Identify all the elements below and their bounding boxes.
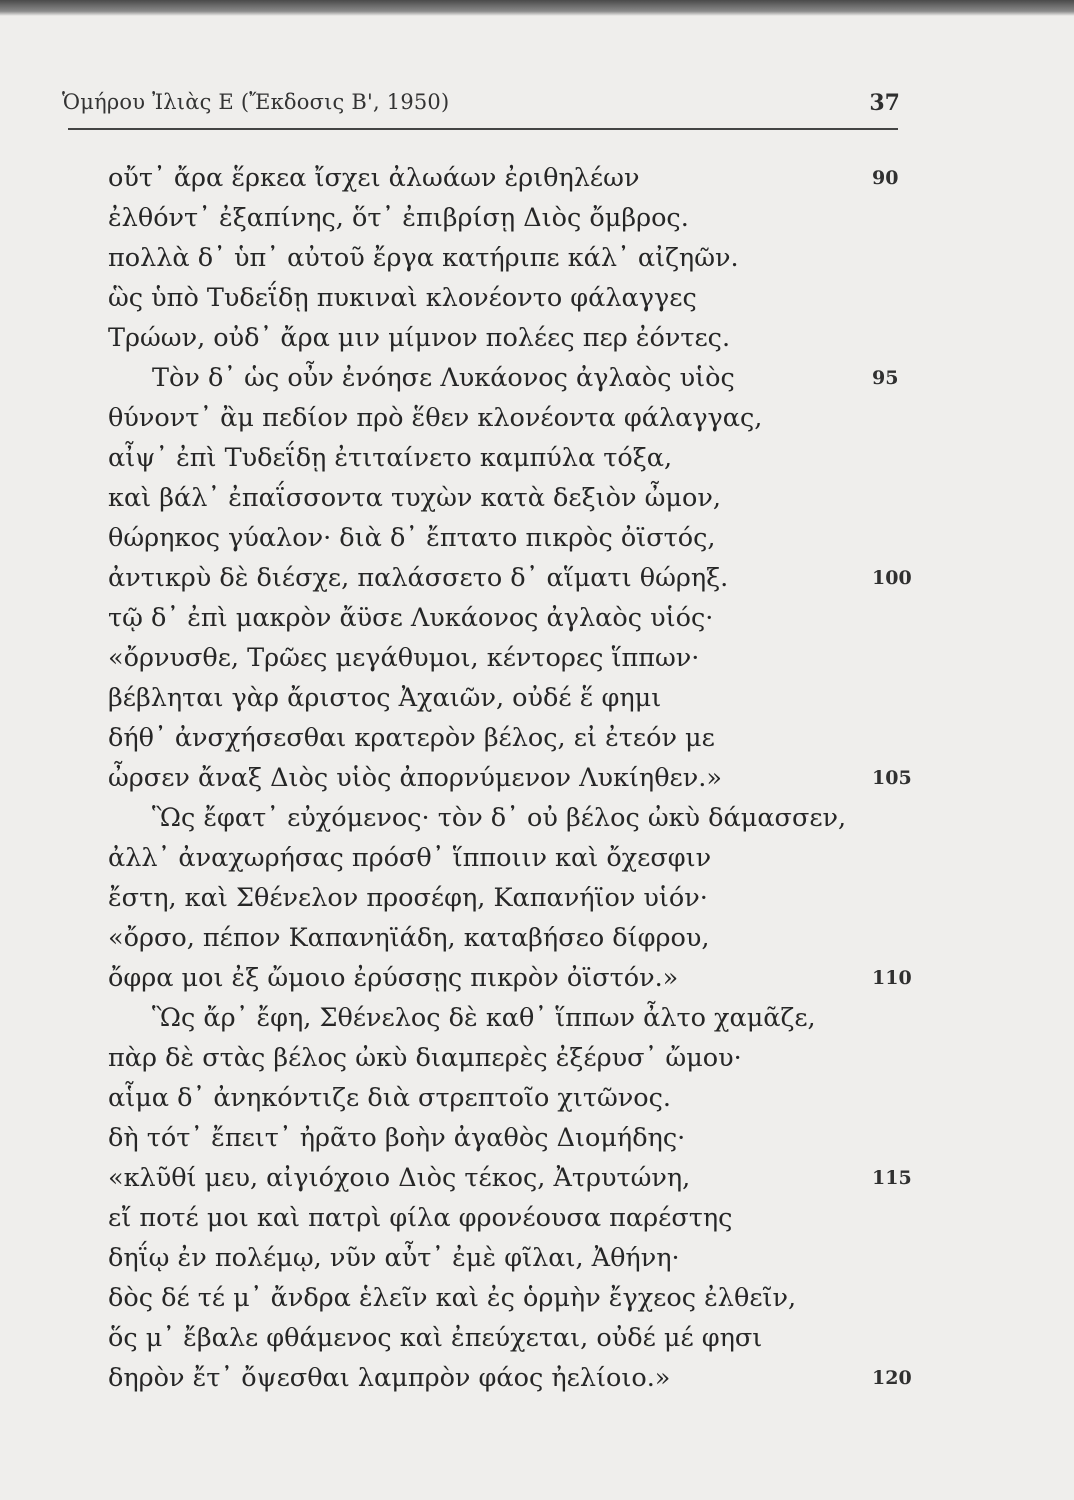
verse-text: ἀντικρὺ δὲ διέσχε, παλάσσετο δ᾽ αἵματι θώρηξ. [108, 563, 729, 593]
verse-text: θύνοντ᾽ ἂμ πεδίον πρὸ ἕθεν κλονέοντα φάλαγγας, [108, 403, 763, 433]
verse-line [108, 398, 908, 438]
verse-line [108, 1198, 908, 1238]
verse-text: «ὄρνυσθε, Τρῶες μεγάθυμοι, κέντορες ἵππων· [108, 643, 700, 673]
header-rule [68, 128, 898, 130]
verse-line [108, 1238, 908, 1278]
verse-line [108, 878, 908, 918]
verse-line [108, 438, 908, 478]
verse-line [108, 918, 908, 958]
verse-text: ὣς ὑπὸ Τυδεΐδῃ πυκιναὶ κλονέοντο φάλαγγες [108, 283, 697, 313]
verse-text: ἔστη, καὶ Σθένελον προσέφη, Καπανήϊον υἱόν· [108, 883, 708, 913]
verse-line [108, 518, 908, 558]
verse-text: Ὣς ἄρ᾽ ἔφη, Σθένελος δὲ καθ᾽ ἵππων ἆλτο χαμᾶζε, [152, 1003, 816, 1033]
verse-line [108, 958, 912, 998]
page-number: 37 [869, 90, 900, 116]
verse-text: «ὄρσο, πέπον Καπανηϊάδη, καταβήσεο δίφρου, [108, 923, 710, 953]
verse-text: εἴ ποτέ μοι καὶ πατρὶ φίλα φρονέουσα παρέστης [108, 1203, 733, 1233]
verse-text: πολλὰ δ᾽ ὑπ᾽ αὐτοῦ ἔργα κατήριπε κάλ᾽ αἰζηῶν. [108, 243, 739, 273]
verse-text: δήθ᾽ ἀνσχήσεσθαι κρατερὸν βέλος, εἰ ἐτεόν με [108, 723, 715, 753]
verse-text: ὄφρα μοι ἐξ ὤμοιο ἐρύσσῃς πικρὸν ὀϊστόν.» [108, 963, 679, 993]
verse-line [108, 358, 908, 398]
verse-text: οὔτ᾽ ἄρα ἕρκεα ἴσχει ἀλωάων ἐριθηλέων [108, 163, 640, 193]
verse-line [108, 798, 908, 838]
verse-text: καὶ βάλ᾽ ἐπαΐσσοντα τυχὼν κατὰ δεξιὸν ὦμον, [108, 483, 721, 513]
verse-list [108, 158, 912, 1398]
verse-text: ἀλλ᾽ ἀναχωρήσας πρόσθ᾽ ἵπποιιν καὶ ὄχεσφιν [108, 843, 712, 873]
line-number: 105 [872, 767, 912, 789]
verse-line [108, 998, 908, 1038]
verse-line [108, 838, 908, 878]
verse-text: ὦρσεν ἄναξ Διὸς υἱὸς ἀπορνύμενον Λυκίηθεν.» [108, 763, 722, 793]
verse-text: θώρηκος γύαλον· διὰ δ᾽ ἔπτατο πικρὸς ὀϊστός, [108, 523, 716, 553]
running-head [62, 90, 900, 124]
verse-text: δηρὸν ἔτ᾽ ὄψεσθαι λαμπρὸν φάος ἠελίοιο.» [108, 1363, 671, 1393]
verse-text: πὰρ δὲ στὰς βέλος ὠκὺ διαμπερὲς ἐξέρυσ᾽ ὤμου· [108, 1043, 742, 1073]
verse-line [108, 1278, 908, 1318]
verse-line [108, 318, 908, 358]
verse-line [108, 1118, 908, 1158]
verse-line [108, 1318, 908, 1358]
verse-line [108, 238, 908, 278]
verse-text: Τὸν δ᾽ ὡς οὖν ἐνόησε Λυκάονος ἀγλαὸς υἱὸς [152, 363, 735, 393]
line-number: 90 [872, 167, 899, 189]
verse-line [108, 758, 912, 798]
verse-line [108, 198, 908, 238]
verse-text: δὸς δέ τέ μ᾽ ἄνδρα ἑλεῖν καὶ ἐς ὁρμὴν ἔγχεος ἐλθεῖν, [108, 1283, 797, 1313]
verse-line [108, 558, 912, 598]
verse-line [108, 1078, 908, 1118]
line-number: 100 [872, 567, 912, 589]
verse-text: δὴ τότ᾽ ἔπειτ᾽ ἠρᾶτο βοὴν ἀγαθὸς Διομήδης· [108, 1123, 686, 1153]
verse-text: Τρώων, οὐδ᾽ ἄρα μιν μίμνον πολέες περ ἐόντες. [108, 323, 731, 353]
line-number: 120 [872, 1367, 912, 1389]
verse-line [108, 598, 908, 638]
verse-line [108, 718, 908, 758]
line-number: 95 [872, 367, 899, 389]
verse-line [108, 1358, 912, 1398]
verse-text: «κλῦθί μευ, αἰγιόχοιο Διὸς τέκος, Ἀτρυτώνη, [108, 1163, 691, 1193]
verse-line [108, 1038, 908, 1078]
verse-text: δηΐῳ ἐν πολέμῳ, νῦν αὖτ᾽ ἐμὲ φῖλαι, Ἀθήνη· [108, 1243, 680, 1273]
verse-text: αἷμα δ᾽ ἀνηκόντιζε διὰ στρεπτοῖο χιτῶνος. [108, 1083, 672, 1113]
line-number: 115 [872, 1167, 912, 1189]
verse-text: ὅς μ᾽ ἔβαλε φθάμενος καὶ ἐπεύχεται, οὐδέ μέ φησι [108, 1323, 763, 1353]
running-title: Ὁμήρου Ἰλιὰς Ε (Ἔκδοσις Β', 1950) [62, 90, 450, 114]
verse-text: ἐλθόντ᾽ ἐξαπίνης, ὅτ᾽ ἐπιβρίσῃ Διὸς ὄμβρος. [108, 203, 689, 233]
line-number: 110 [872, 967, 912, 989]
verse-line [108, 678, 908, 718]
verse-line [108, 278, 908, 318]
verse-line [108, 1158, 912, 1198]
verse-text: τῷ δ᾽ ἐπὶ μακρὸν ἄϋσε Λυκάονος ἀγλαὸς υἱός· [108, 603, 714, 633]
verse-line [108, 638, 908, 678]
verse-text: βέβληται γὰρ ἄριστος Ἀχαιῶν, οὐδέ ἕ φημι [108, 683, 662, 713]
verse-text: αἶψ᾽ ἐπὶ Τυδεΐδῃ ἐτιταίνετο καμπύλα τόξα, [108, 443, 673, 473]
verse-line [108, 158, 908, 198]
verse-line [108, 478, 908, 518]
verse-text: Ὣς ἔφατ᾽ εὐχόμενος· τὸν δ᾽ οὐ βέλος ὠκὺ δάμασσεν, [152, 803, 847, 833]
